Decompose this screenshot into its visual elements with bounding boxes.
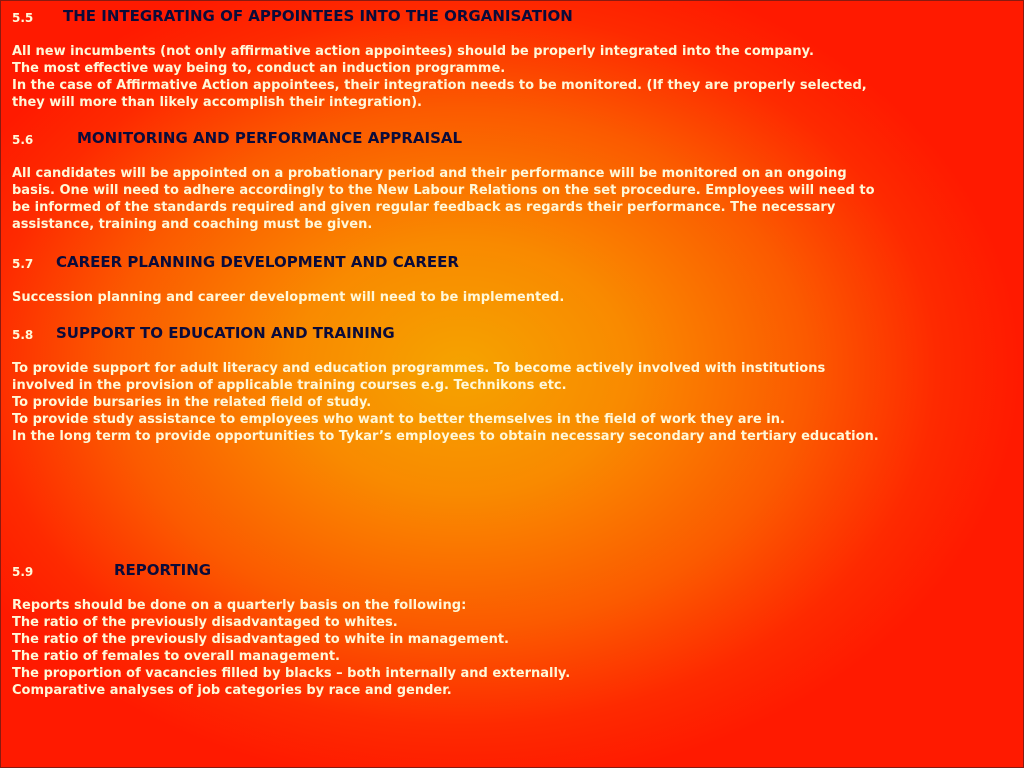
section-number: 5.6	[12, 133, 34, 147]
section-body	[12, 360, 1012, 445]
section-number: 5.9	[12, 565, 34, 579]
section-heading	[12, 129, 1012, 149]
section-heading	[12, 324, 1012, 344]
body-line: The most effective way being to, conduct an induction programme.	[12, 61, 506, 76]
body-line: assistance, training and coaching must be given.	[12, 217, 373, 232]
section-number: 5.8	[12, 328, 34, 342]
section-number: 5.7	[12, 257, 34, 271]
section-heading	[12, 561, 1012, 581]
body-line: In the case of Affirmative Action appointees, their integration needs to be monitored. (If they are properly selected,	[12, 78, 867, 93]
section-body	[12, 597, 1012, 699]
section-5-7	[12, 253, 1012, 306]
section-title: REPORTING	[114, 561, 212, 579]
body-line: The ratio of the previously disadvantaged to white in management.	[12, 632, 509, 647]
body-line: The ratio of the previously disadvantaged to whites.	[12, 615, 398, 630]
section-title: SUPPORT TO EDUCATION AND TRAINING	[56, 324, 395, 342]
section-body	[12, 165, 1012, 233]
body-line: Comparative analyses of job categories by race and gender.	[12, 683, 452, 698]
body-line: To provide study assistance to employees who want to better themselves in the field of work they are in.	[12, 412, 785, 427]
section-title: CAREER PLANNING DEVELOPMENT AND CAREER	[56, 253, 459, 271]
section-title: MONITORING AND PERFORMANCE APPRAISAL	[77, 129, 463, 147]
section-body	[12, 43, 1012, 111]
section-5-9	[12, 561, 1012, 699]
body-line: basis. One will need to adhere accordingly to the New Labour Relations on the set procedure. Employees will need to	[12, 183, 875, 198]
body-line: The proportion of vacancies filled by blacks – both internally and externally.	[12, 666, 571, 681]
section-heading	[12, 253, 1012, 273]
body-line: be informed of the standards required and given regular feedback as regards their performance. The necessary	[12, 200, 836, 215]
section-title: THE INTEGRATING OF APPOINTEES INTO THE ORGANISATION	[63, 7, 573, 25]
body-line: All new incumbents (not only affirmative action appointees) should be properly integrated into the company.	[12, 44, 814, 59]
body-line: Succession planning and career development will need to be implemented.	[12, 290, 565, 305]
body-line: The ratio of females to overall management.	[12, 649, 340, 664]
body-line: Reports should be done on a quarterly basis on the following:	[12, 598, 467, 613]
body-line: In the long term to provide opportunities to Tykar’s employees to obtain necessary secondary and tertiary education.	[12, 429, 879, 444]
body-line: they will more than likely accomplish their integration).	[12, 95, 422, 110]
section-heading	[12, 7, 1012, 27]
body-line: To provide bursaries in the related field of study.	[12, 395, 372, 410]
section-5-5	[12, 7, 1012, 111]
body-line: To provide support for adult literacy and education programmes. To become actively involved with institutions	[12, 361, 826, 376]
section-5-8	[12, 324, 1012, 445]
section-5-6	[12, 129, 1012, 233]
section-number: 5.5	[12, 11, 34, 25]
section-body	[12, 289, 1012, 306]
body-line: involved in the provision of applicable training courses e.g. Technikons etc.	[12, 378, 567, 393]
body-line: All candidates will be appointed on a probationary period and their performance will be monitored on an ongoing	[12, 166, 847, 181]
